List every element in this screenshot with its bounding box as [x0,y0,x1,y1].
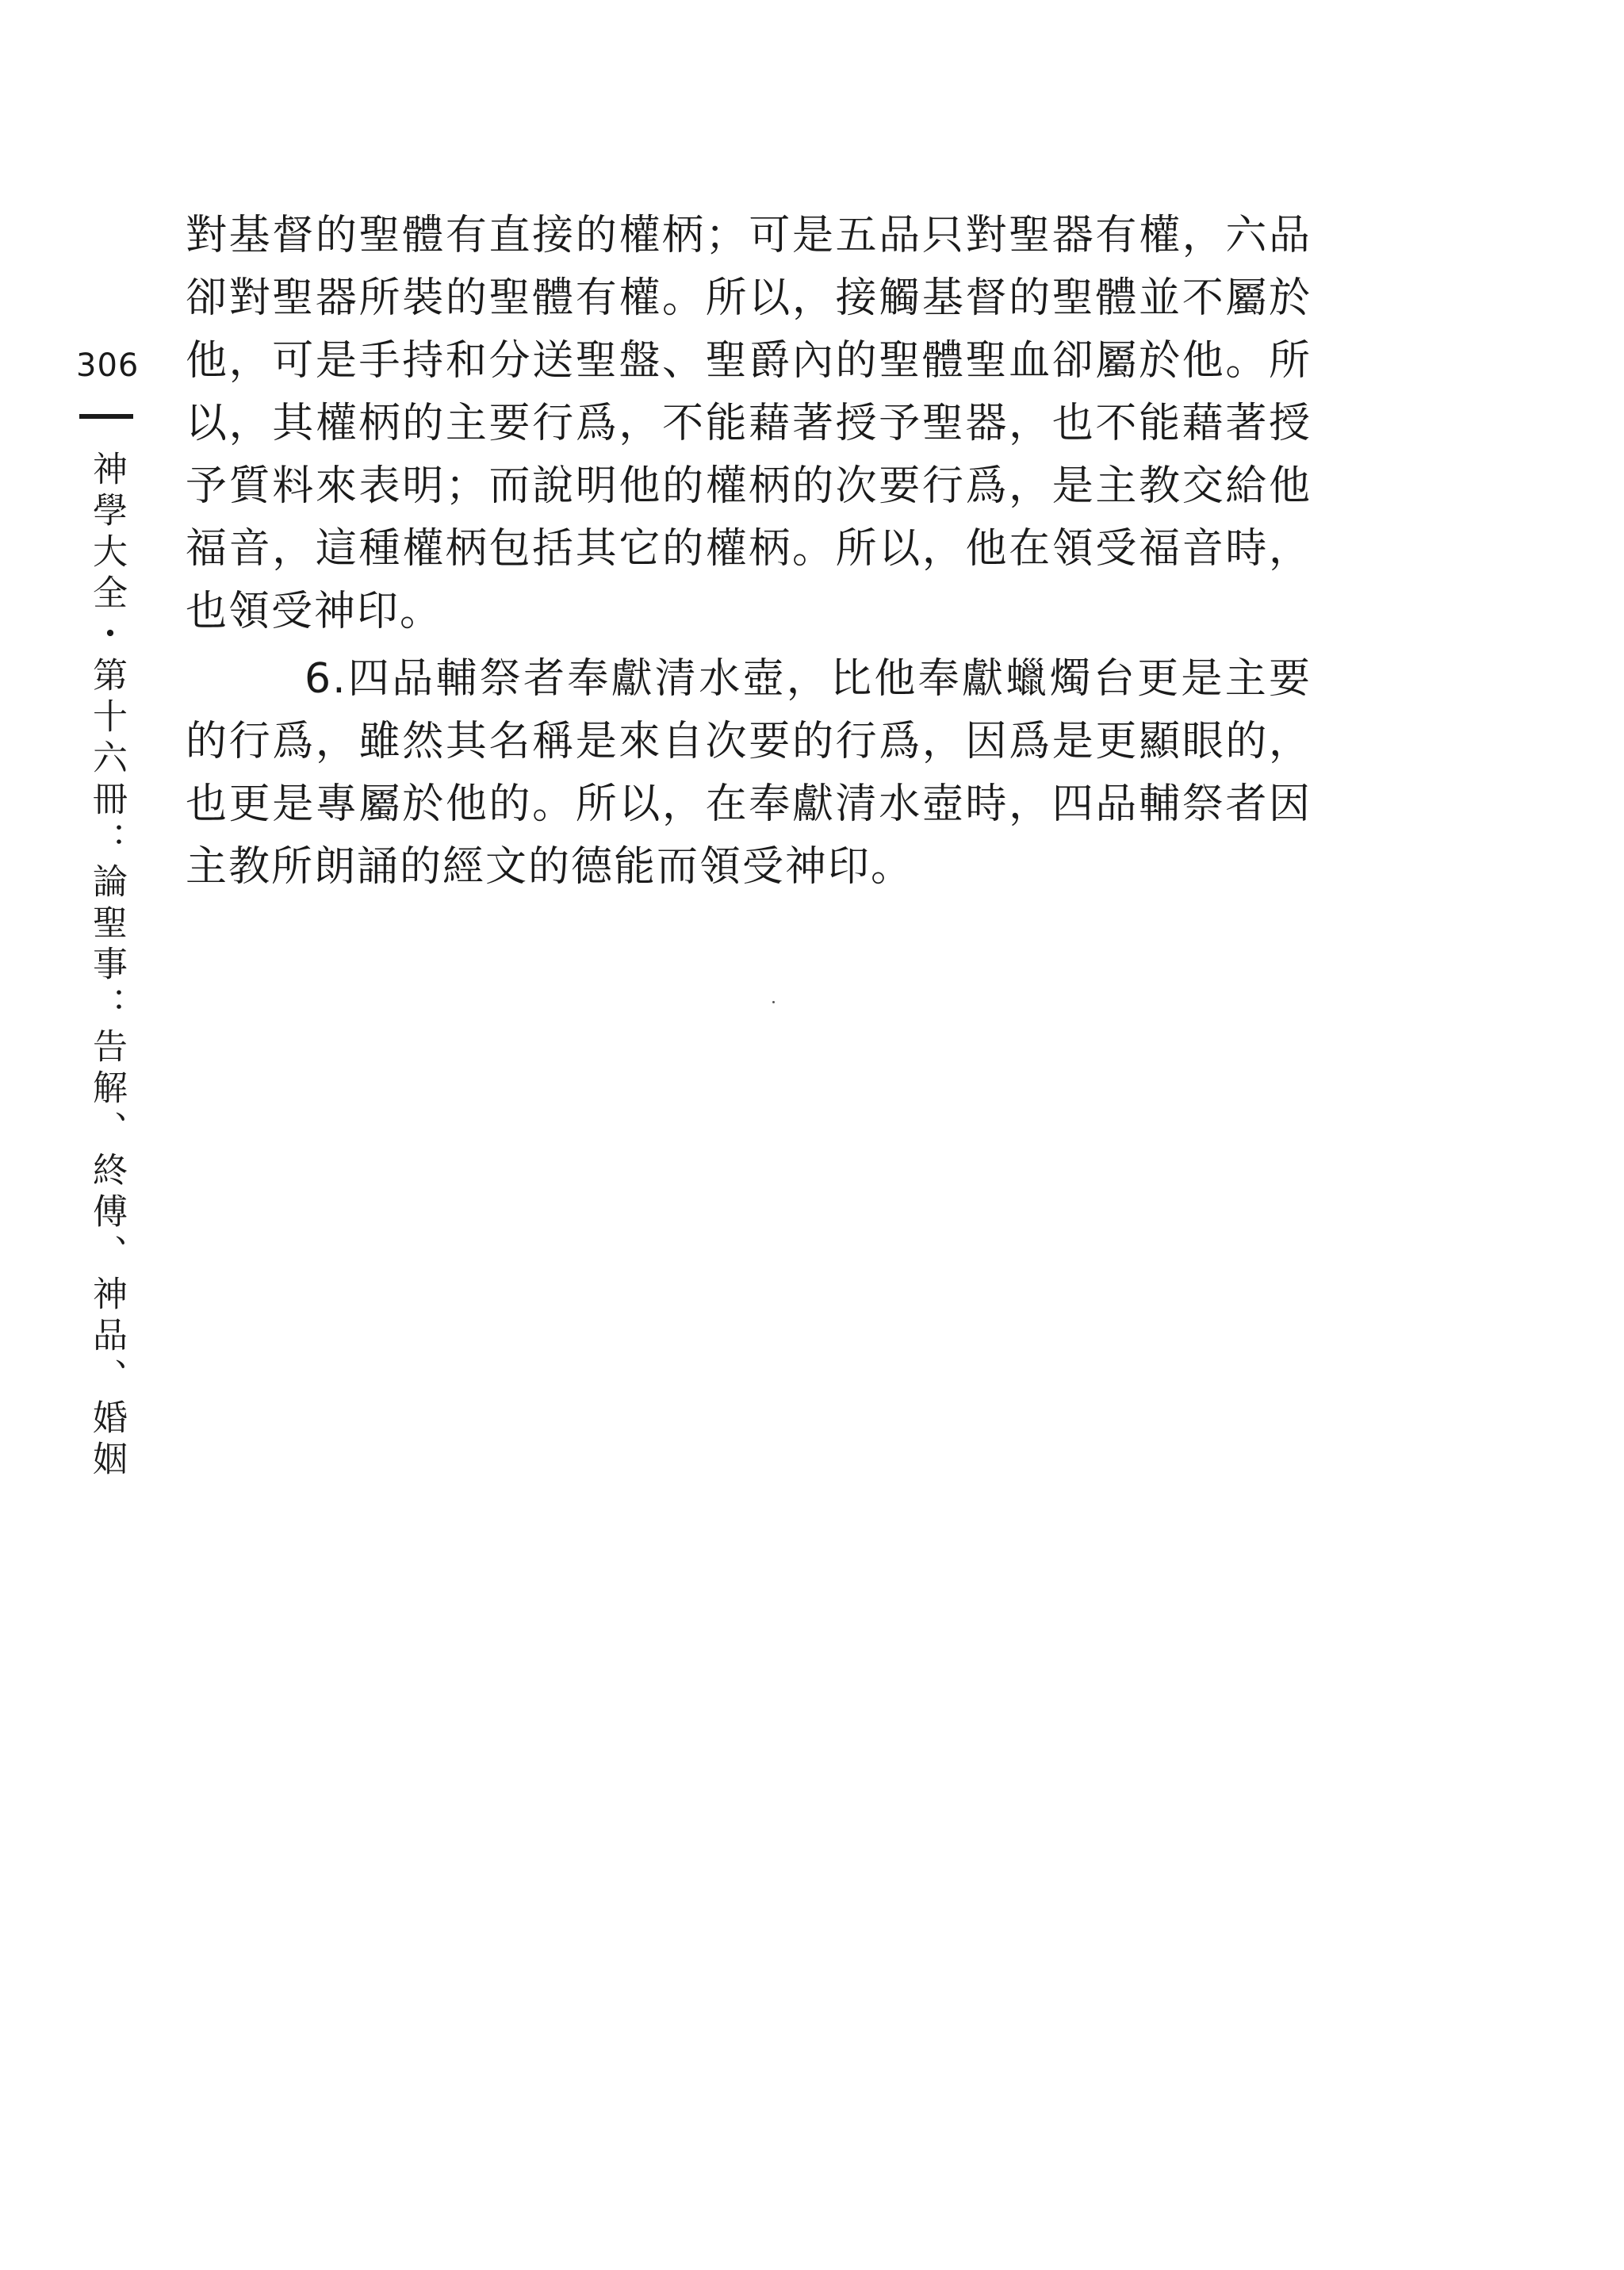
running-title: 神學大全・第十六冊：論聖事：告解、終傅、神品、婚姻 [86,451,127,1482]
body-text [186,205,1312,899]
paragraph: 對基督的聖體有直接的權柄；可是五品只對聖器有權，六品卻對聖器所裝的聖體有權。所以，接觸基督的聖體並不屬於他，可是手持和分送聖盤、聖爵內的聖體聖血卻屬於他。所以，其權柄的主要行爲，不能藉著授予聖器，也不能藉著授予質料來表明；而說明他的權柄的次要行爲，是主教交給他福音，這種權柄包括其它的權柄。所以，他在領受福音時，也領受神印。 [186,212,1312,635]
header-rule [79,414,133,419]
scan-speck [772,1001,775,1003]
paragraph: 6.四品輔祭者奉獻清水壺，比他奉獻蠟燭台更是主要的行爲，雖然其名稱是來自次要的行爲，因爲是更顯眼的，也更是專屬於他的。所以，在奉獻清水壺時，四品輔祭者因主教所朗誦的經文的德能而領受神印。 [186,655,1312,891]
page-number: 306 [76,347,140,384]
